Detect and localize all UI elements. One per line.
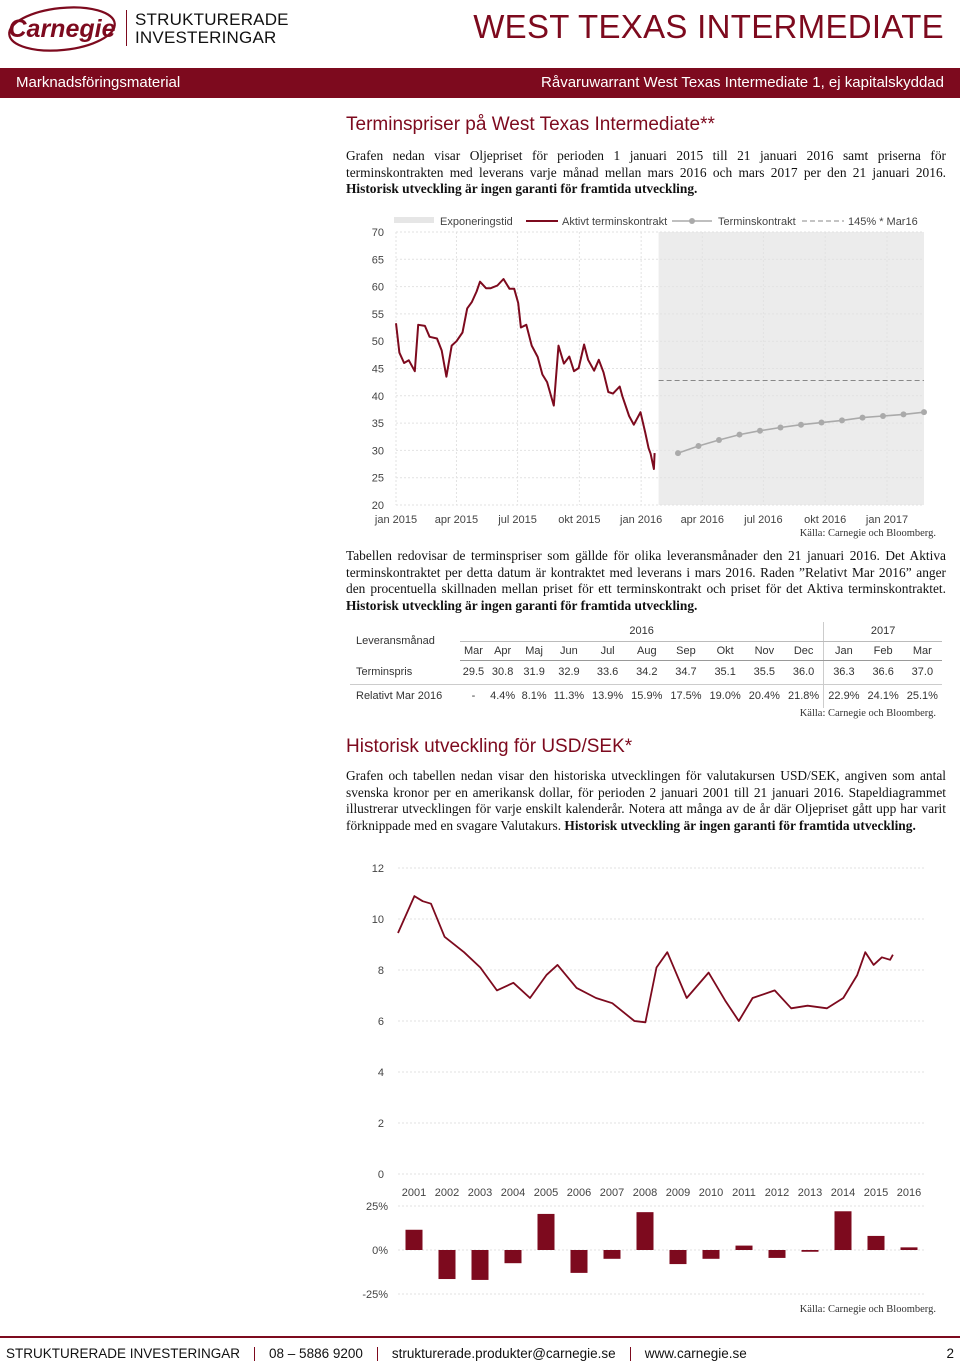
y-tick-label: 55 (371, 308, 384, 321)
y-tick-label: 0% (372, 1245, 388, 1257)
bar-category-label: 2003 (467, 1187, 493, 1199)
y-tick-label: 70 (371, 227, 384, 239)
futures-point (798, 422, 804, 428)
legend-swatch-exposure (394, 217, 434, 223)
usdsek-line-chart (346, 858, 946, 1184)
carnegie-logo[interactable] (6, 4, 118, 54)
table-row-label: Relativt Mar 2016 (356, 690, 443, 703)
y-tick-label: 20 (371, 500, 384, 512)
bar-category-label: 2002 (434, 1187, 460, 1199)
bar-2002 (439, 1250, 456, 1279)
futures-point (860, 415, 866, 421)
document-title: WEST TEXAS INTERMEDIATE (473, 8, 944, 45)
footer-email[interactable]: strukturerade.produkter@carnegie.se (391, 1346, 616, 1361)
table-intro-text: Tabellen redovisar de terminspriser som gällde för olika leveransmånader den 21 januari 2016. Det Aktiva terminskontraktet per detta datum är kontraktet med leverans i mars 2016. Raden ”Relativt Mar 2016” anger den procentuella skillnaden mellan priset för ett terminskontrakt och priset för det Aktiva terminskontraktet. (346, 548, 946, 597)
usdsek-chart-source: Källa: Carnegie och Bloomberg. (799, 1304, 936, 1315)
legend-marker-futures (689, 218, 695, 224)
table-month-header: Sep (666, 641, 705, 660)
table-month-header: Jan (824, 641, 864, 660)
table-intro-paragraph (346, 548, 946, 614)
bar-2003 (472, 1250, 489, 1280)
table-cell: 29.5 (460, 660, 487, 684)
x-tick-label: jul 2016 (744, 514, 783, 526)
usdsek-disclaimer: Historisk utveckling är ingen garanti för framtida utveckling. (564, 817, 916, 833)
bar-2006 (571, 1250, 588, 1273)
bar-2016 (901, 1247, 918, 1250)
section-wti-paragraph (346, 148, 946, 198)
y-tick-label: 30 (371, 445, 384, 458)
x-tick-label: apr 2015 (434, 514, 479, 526)
bar-category-label: 2009 (665, 1187, 691, 1199)
x-tick-label: jan 2015 (374, 514, 418, 526)
bar-2013 (802, 1250, 819, 1252)
wti-chart-source: Källa: Carnegie och Bloomberg. (799, 528, 936, 539)
futures-point (737, 432, 743, 438)
table-cell: 20.4% (748, 690, 780, 703)
table-cell: 35.1 (706, 660, 745, 684)
table-cell: 15.9% (631, 690, 663, 703)
usdsek-annual-bar-chart (346, 1184, 946, 1306)
y-tick-label: 2 (377, 1118, 384, 1130)
y-tick-label: -25% (362, 1289, 388, 1301)
legend-label-reference: 145% * Mar16 (848, 216, 918, 228)
futures-point (901, 411, 907, 417)
banner-right-text: Råvaruwarrant West Texas Intermediate 1, ej kapitalskyddad (541, 74, 944, 91)
futures-price-table (350, 622, 942, 708)
table-row-relativt (350, 684, 942, 708)
table-month-header: Mar (460, 641, 487, 660)
table-cell: 36.3 (824, 660, 864, 684)
table-source: Källa: Carnegie och Bloomberg. (799, 708, 936, 719)
table-cell: 25.1% (906, 690, 938, 703)
x-tick-label: jan 2017 (865, 514, 909, 526)
bar-2004 (505, 1250, 522, 1263)
footer (6, 1346, 747, 1361)
futures-point (696, 443, 702, 449)
bar-category-label: 2013 (797, 1187, 823, 1199)
bar-category-label: 2012 (764, 1187, 790, 1199)
futures-point (819, 420, 825, 426)
bar-category-label: 2001 (401, 1187, 427, 1199)
y-tick-label: 12 (371, 863, 384, 875)
table-cell: 36.6 (864, 660, 903, 684)
bar-category-label: 2014 (830, 1187, 856, 1199)
bar-2015 (868, 1236, 885, 1250)
table-month-header: Okt (706, 641, 745, 660)
table-row-terminspris (350, 660, 942, 684)
table-year-2017: 2017 (824, 622, 942, 641)
wti-legend (394, 216, 918, 228)
section-heading-wti: Terminspriser på West Texas Intermediate** (346, 114, 715, 135)
table-cell: 37.0 (903, 660, 942, 684)
x-tick-label: jan 2016 (620, 514, 663, 526)
table-month-header: Jul (588, 641, 627, 660)
table-month-header: Nov (745, 641, 784, 660)
series-active-contract (396, 279, 655, 469)
x-tick-label: apr 2016 (680, 514, 725, 526)
y-tick-label: 10 (371, 914, 384, 926)
legend-label-futures: Terminskontrakt (718, 216, 796, 228)
table-cell: 8.1% (521, 690, 547, 703)
x-tick-label: jul 2015 (498, 514, 537, 526)
wti-chart (346, 210, 946, 530)
futures-point (880, 413, 886, 419)
table-row-label: Terminspris (350, 660, 460, 684)
table-month-header: Mar (903, 641, 942, 660)
x-tick-label: okt 2015 (558, 514, 601, 526)
legend-label-exposure: Exponeringstid (440, 216, 513, 228)
y-tick-label: 50 (371, 336, 384, 349)
y-tick-label: 35 (371, 418, 384, 431)
table-cell: 19.0% (709, 690, 741, 703)
section-usdsek-paragraph (346, 768, 946, 834)
x-tick-label: okt 2016 (804, 514, 847, 526)
bar-category-label: 2008 (632, 1187, 658, 1199)
table-month-header: Maj (518, 641, 549, 660)
bar-2008 (637, 1212, 654, 1250)
section-heading-usdsek: Historisk utveckling för USD/SEK* (346, 736, 633, 757)
footer-company: STRUKTURERADE INVESTERINGAR (6, 1346, 241, 1361)
bar-2001 (406, 1230, 423, 1250)
footer-website[interactable]: www.carnegie.se (644, 1346, 747, 1361)
y-tick-label: 25 (371, 472, 384, 485)
table-month-header: Aug (627, 641, 666, 660)
table-month-header: Feb (864, 641, 903, 660)
usdsek-paragraph-text: Grafen och tabellen nedan visar den historiska utvecklingen för valutakursen USD/SEK, angiven som antal svenska kronor per en amerikansk dollar, för perioden 2 januari 2001 till 21 januari 2016. Stapeldiagrammet illustrerar utvecklingen för varje enskilt kalenderår. Notera att många av de år där Oljepriset gått upp har varit förknippade med en svagare Valutakurs. (346, 768, 946, 833)
table-cell: 21.8% (787, 690, 820, 703)
y-tick-label: 4 (377, 1067, 384, 1079)
table-cell: 24.1% (867, 690, 899, 703)
table-year-2016: 2016 (460, 622, 824, 641)
table-cell: 36.0 (784, 660, 824, 684)
bar-2010 (703, 1250, 720, 1259)
futures-point (921, 409, 927, 415)
bar-category-label: 2011 (732, 1187, 756, 1199)
table-cell: 33.6 (588, 660, 627, 684)
table-cell: 30.8 (487, 660, 518, 684)
series-usdsek (398, 896, 893, 1022)
table-cell: - (471, 690, 476, 703)
futures-point (716, 437, 722, 443)
bar-category-label: 2010 (698, 1187, 724, 1199)
bar-2014 (835, 1211, 852, 1250)
y-tick-label: 6 (377, 1016, 384, 1028)
y-tick-label: 45 (371, 363, 384, 376)
bar-2009 (670, 1250, 687, 1264)
page-number: 2 (946, 1346, 954, 1361)
table-cell: 11.3% (553, 690, 585, 703)
y-tick-label: 40 (371, 390, 384, 403)
bar-category-label: 2016 (896, 1187, 922, 1199)
brand-line-2: INVESTERINGAR (135, 28, 277, 47)
y-tick-label: 25% (365, 1201, 388, 1213)
y-tick-label: 65 (371, 254, 384, 267)
logo-separator (126, 10, 127, 46)
futures-point (839, 417, 845, 423)
table-cell: 34.7 (666, 660, 705, 684)
table-header-label: Leveransmånad (356, 635, 435, 647)
y-tick-label: 0 (377, 1169, 384, 1181)
y-tick-label: 60 (371, 281, 384, 294)
bar-category-label: 2015 (863, 1187, 889, 1199)
bar-category-label: 2004 (500, 1187, 526, 1199)
table-cell: 32.9 (550, 660, 588, 684)
table-cell: 4.4% (490, 690, 516, 703)
futures-point (757, 428, 763, 434)
bar-2011 (736, 1246, 753, 1250)
brand-name (135, 11, 289, 47)
table-cell: 17.5% (670, 690, 702, 703)
header-banner (0, 68, 960, 98)
bar-category-label: 2007 (599, 1187, 625, 1199)
table-cell: 35.5 (745, 660, 784, 684)
futures-point (778, 424, 784, 430)
table-month-header: Apr (487, 641, 518, 660)
banner-left-text: Marknadsföringsmaterial (16, 74, 181, 91)
legend-label-active: Aktivt terminskontrakt (562, 216, 668, 228)
bar-category-label: 2006 (566, 1187, 592, 1199)
svg-text:Carnegie: Carnegie (8, 15, 116, 43)
table-cell: 13.9% (591, 690, 624, 703)
wti-paragraph-text: Grafen nedan visar Oljepriset för perioden 1 januari 2015 till 21 januari 2016 samt priserna för terminskontrakten med leverans varje månad mellan mars 2016 och mars 2017 per den 21 januari 2016. (346, 148, 946, 180)
table-month-header: Dec (784, 641, 824, 660)
footer-rule (0, 1336, 960, 1338)
footer-phone[interactable]: 08 – 5886 9200 (269, 1346, 363, 1361)
table-cell: 22.9% (824, 684, 864, 708)
table-cell: 31.9 (518, 660, 549, 684)
bar-category-label: 2005 (533, 1187, 559, 1199)
bar-2007 (604, 1250, 621, 1259)
wti-disclaimer: Historisk utveckling är ingen garanti för framtida utveckling. (346, 181, 698, 197)
brand-line-1: STRUKTURERADE (135, 10, 289, 29)
bar-2005 (538, 1214, 555, 1250)
y-tick-label: 8 (377, 965, 384, 977)
table-month-header: Jun (550, 641, 588, 660)
table-intro-disclaimer: Historisk utveckling är ingen garanti för framtida utveckling. (346, 597, 698, 613)
bar-2012 (769, 1250, 786, 1258)
table-cell: 34.2 (627, 660, 666, 684)
futures-point (675, 450, 681, 456)
